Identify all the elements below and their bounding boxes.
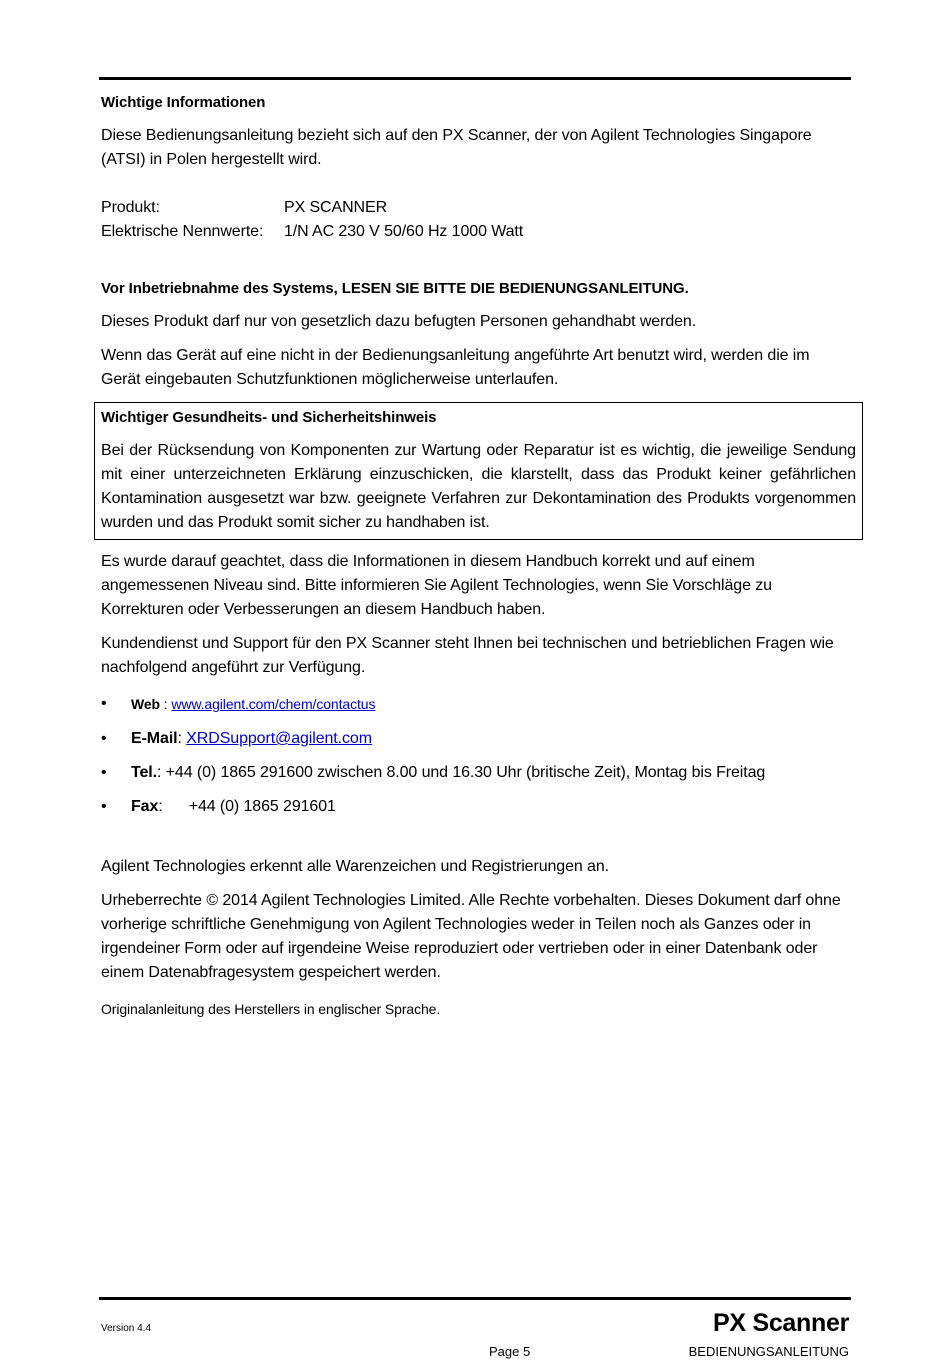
bullet-icon: •	[101, 730, 107, 747]
authorized-paragraph: Dieses Produkt darf nur von gesetzlich dazu befugten Personen gehandhabt werden.	[101, 313, 697, 330]
safety-notice-body: Bei der Rücksendung von Komponenten zur Wartung oder Reparatur ist es wichtig, die jeweilige Sendung mit einer unterzeichneten Erklärung einzuschicken, die klarstellt, dass das Produkt keiner gefährlichen Kontamination ausgesetzt war bzw. geeignete Verfahren zur Dekontamination des Produkts vorgenommen wurden und das Produkt somit sicher zu handhaben ist.	[101, 442, 856, 531]
spec-value: PX SCANNER	[284, 199, 388, 216]
email-separator: :	[177, 730, 187, 747]
bullet-icon: •	[101, 695, 107, 712]
footer-rule	[99, 1297, 851, 1300]
support-paragraph: Kundendienst und Support für den PX Scanner steht Ihnen bei technischen und betrieblichen Fragen wie nachfolgend angeführt zur Verfügung.	[101, 635, 834, 676]
copyright-paragraph: Urheberrechte © 2014 Agilent Technologies Limited. Alle Rechte vorbehalten. Dieses Dokument darf ohne vorherige schriftliche Genehmigung von Agilent Technologies weder in Teilen noch als Ganzes oder in irgendeiner Form oder auf irgendeine Weise reproduziert oder vertrieben oder in einer Datenbank oder einem Datenabfragesystem gespeichert werden.	[101, 892, 841, 981]
intro-paragraph: Diese Bedienungsanleitung bezieht sich auf den PX Scanner, der von Agilent Technologies Singapore (ATSI) in Polen hergestellt wird.	[101, 127, 812, 168]
misuse-paragraph: Wenn das Gerät auf eine nicht in der Bedienungsanleitung angeführte Art benutzt wird, werden die im Gerät eingebauten Schutzfunktionen möglicherweise unterlaufen.	[101, 347, 810, 388]
page-content	[101, 92, 856, 1019]
spec-row-rating	[101, 220, 523, 244]
tel-text: : +44 (0) 1865 291600 zwischen 8.00 und 16.30 Uhr (britische Zeit), Montag bis Freitag	[156, 764, 766, 781]
safety-notice-title: Wichtiger Gesundheits- und Sicherheitshinweis	[101, 409, 437, 426]
spec-label: Elektrische Nennwerte:	[101, 223, 264, 240]
contact-email	[101, 727, 851, 751]
header-rule	[99, 77, 851, 80]
safety-notice-box	[94, 402, 863, 540]
accuracy-paragraph: Es wurde darauf geachtet, dass die Informationen in diesem Handbuch korrekt und auf einem angemessenen Niveau sind. Bitte informieren Sie Agilent Technologies, wenn Sie Vorschläge zu Korrekturen oder Verbesserungen an diesem Handbuch haben.	[101, 553, 772, 618]
footer-product-name: PX Scanner	[713, 1309, 849, 1337]
spec-value: 1/N AC 230 V 50/60 Hz 1000 Watt	[284, 223, 524, 240]
trademarks-paragraph: Agilent Technologies erkennt alle Warenzeichen und Registrierungen an.	[101, 858, 609, 875]
section-heading: Wichtige Informationen	[101, 94, 266, 111]
spec-label: Produkt:	[101, 199, 160, 216]
footer-document-type: BEDIENUNGSANLEITUNG	[688, 1344, 849, 1359]
bullet-icon: •	[101, 798, 107, 815]
original-note: Originalanleitung des Herstellers in englischer Sprache.	[101, 1001, 441, 1017]
tel-label: Tel.	[131, 764, 157, 781]
bullet-icon: •	[101, 764, 107, 781]
contact-web	[101, 692, 851, 717]
contact-fax	[101, 795, 851, 819]
web-label: Web	[131, 696, 160, 712]
fax-text: : +44 (0) 1865 291601	[158, 798, 336, 815]
contact-tel	[101, 761, 851, 785]
web-separator: :	[160, 696, 172, 712]
web-link[interactable]: www.agilent.com/chem/contactus	[171, 696, 376, 712]
warning-heading: Vor Inbetriebnahme des Systems, LESEN SIE BITTE DIE BEDIENUNGSANLEITUNG.	[101, 280, 689, 297]
footer-version: Version 4.4	[101, 1323, 152, 1334]
footer-page-number: Page 5	[489, 1344, 531, 1359]
email-link[interactable]: XRDSupport@agilent.com	[186, 730, 372, 747]
spec-row-product	[101, 196, 523, 220]
email-label: E-Mail	[131, 730, 178, 747]
fax-label: Fax	[131, 798, 159, 815]
contact-list	[101, 692, 851, 819]
spec-table	[101, 196, 523, 244]
